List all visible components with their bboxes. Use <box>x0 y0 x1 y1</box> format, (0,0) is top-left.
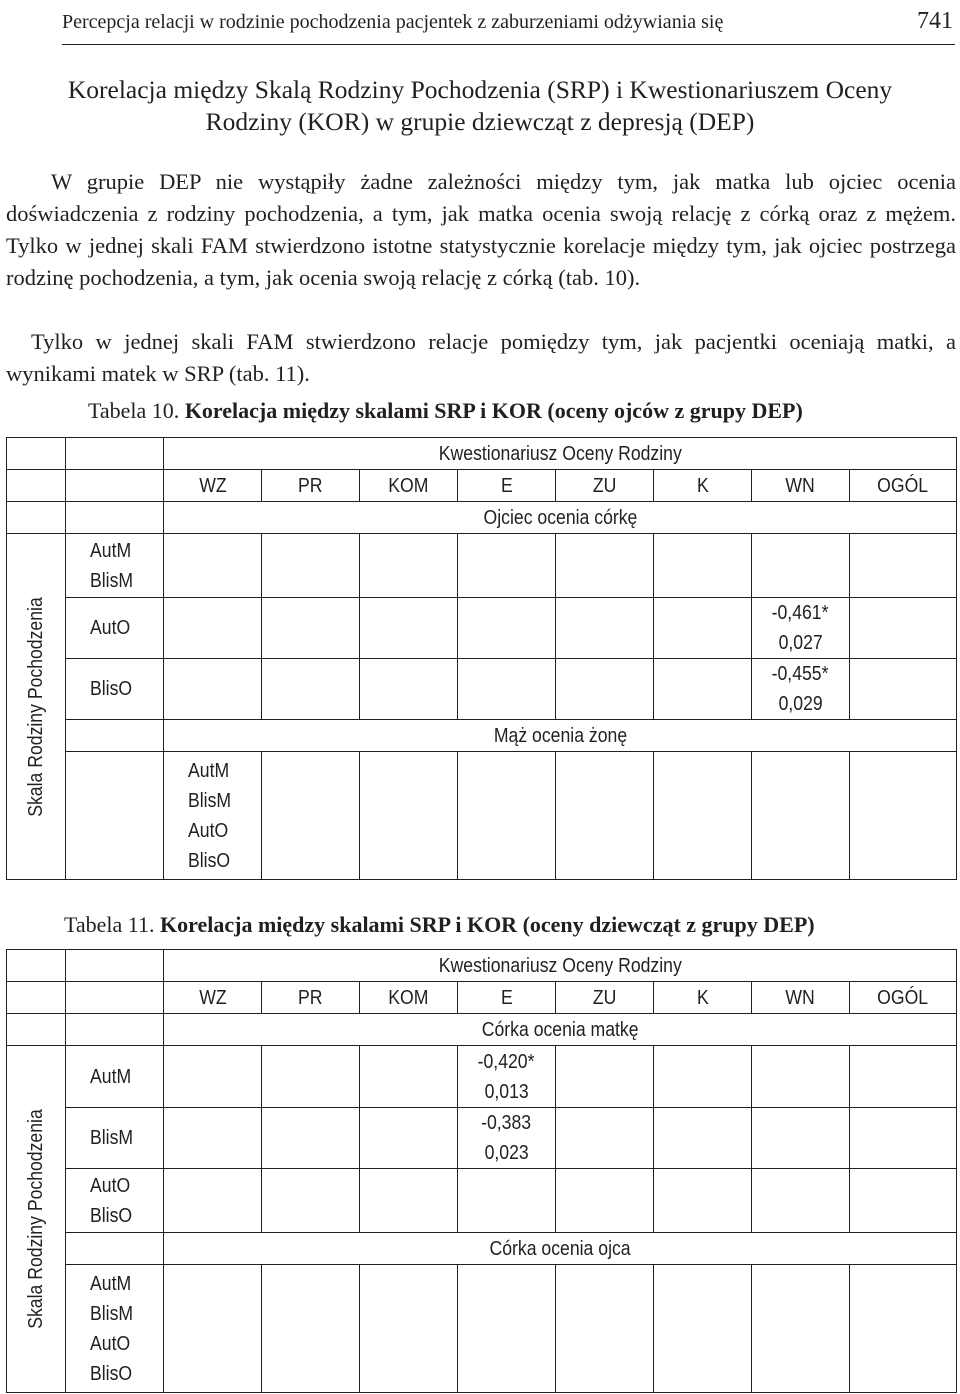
table-10-caption <box>88 398 803 424</box>
column-header: ZU <box>556 982 654 1014</box>
body-paragraph-2: Tylko w jednej skali FAM stwierdzono relacje pomiędzy tym, jak pacjentki oceniają matki, a wynikami matek w SRP (tab. 11). <box>6 329 956 386</box>
row-label: AutM <box>66 1046 164 1108</box>
table-cell <box>654 1046 752 1108</box>
table-11-blank <box>7 1014 66 1046</box>
table-cell <box>164 534 262 598</box>
row-label-group: AutM BlisM <box>66 534 164 598</box>
section-label: Córka ocenia matkę <box>164 1014 957 1046</box>
table-11-blank <box>7 982 66 1014</box>
row-label-group: AutM BlisM AutO BlisO <box>164 752 262 880</box>
section-label: Córka ocenia ojca <box>164 1233 957 1265</box>
side-label: Skala Rodziny Pochodzenia <box>7 1046 66 1393</box>
page-header <box>62 4 955 45</box>
column-header: WZ <box>164 982 262 1014</box>
table-cell <box>360 598 458 659</box>
table-cell <box>556 1046 654 1108</box>
running-title: Percepcja relacji w rodzinie pochodzenia pacjentek z zaburzeniami odżywiania się <box>62 11 724 33</box>
table-cell <box>360 1046 458 1108</box>
column-header: OGÓL <box>850 470 957 502</box>
table-11-blank <box>66 1233 164 1265</box>
table-cell <box>262 659 360 720</box>
column-header: KOM <box>360 470 458 502</box>
body-paragraph-1: W grupie DEP nie wystąpiły żadne zależności między tym, jak matka lub ojciec ocenia doświadczenia z rodziny pochodzenia, a tym, jak matka ocenia swoją relację z córką oraz z mężem. Tylko w jednej skali FAM stwierdzono istotne statystycznie korelacje między tym, jak ojciec postrzega rodzinę pochodzenia, a tym, jak ocenia swoją relację z córką (tab. 10). <box>6 169 956 290</box>
table-cell <box>752 1046 850 1108</box>
table-cell <box>458 1169 556 1233</box>
table-cell <box>262 1108 360 1169</box>
table-cell <box>850 598 957 659</box>
table-10-blank <box>66 720 164 752</box>
table-10-blank <box>66 502 164 534</box>
table-cell <box>752 1169 850 1233</box>
correlation-cell: -0,455* 0,029 <box>752 659 850 720</box>
table-cell <box>654 534 752 598</box>
table-cell <box>850 1108 957 1169</box>
table-cell <box>556 534 654 598</box>
table-cell <box>556 659 654 720</box>
column-header: WN <box>752 982 850 1014</box>
column-header: WZ <box>164 470 262 502</box>
table-11 <box>6 949 957 1393</box>
column-header: E <box>458 982 556 1014</box>
table-cell <box>752 752 850 880</box>
table-cell <box>752 1265 850 1393</box>
table-cell <box>262 752 360 880</box>
row-label-group: AutM BlisM AutO BlisO <box>66 1265 164 1393</box>
table-10-caption-title: Korelacja między skalami SRP i KOR (oceny ojców z grupy DEP) <box>184 398 803 423</box>
column-header: ZU <box>556 470 654 502</box>
table-11-blank <box>66 950 164 982</box>
table-cell <box>556 752 654 880</box>
table-cell <box>262 1265 360 1393</box>
row-label: BlisO <box>66 659 164 720</box>
table-cell <box>360 534 458 598</box>
table-10-blank <box>7 438 66 470</box>
table-cell <box>164 659 262 720</box>
table-10-blank <box>7 470 66 502</box>
table-cell <box>262 534 360 598</box>
table-10-blank <box>66 752 164 880</box>
table-cell <box>262 1046 360 1108</box>
table-11-caption <box>64 912 815 938</box>
table-cell <box>752 534 850 598</box>
column-header: PR <box>262 470 360 502</box>
column-header: KOM <box>360 982 458 1014</box>
section-title-line-1: Korelacja między Skalą Rodziny Pochodzenia (SRP) i Kwestionariuszem Oceny <box>67 75 893 104</box>
row-label-group: AutO BlisO <box>66 1169 164 1233</box>
table-cell <box>850 1046 957 1108</box>
table-cell <box>458 598 556 659</box>
table-cell <box>262 1169 360 1233</box>
table-cell <box>360 1169 458 1233</box>
table-cell <box>262 598 360 659</box>
table-cell <box>654 1108 752 1169</box>
correlation-cell: -0,383 0,023 <box>458 1108 556 1169</box>
table-cell <box>556 1108 654 1169</box>
section-label: Mąż ocenia żonę <box>164 720 957 752</box>
table-cell <box>850 659 957 720</box>
table-10 <box>6 437 957 880</box>
column-header: K <box>654 470 752 502</box>
table-cell <box>850 1265 957 1393</box>
correlation-cell: -0,420* 0,013 <box>458 1046 556 1108</box>
table-11-caption-title: Korelacja między skalami SRP i KOR (oceny dziewcząt z grupy DEP) <box>160 912 815 937</box>
table-11-blank <box>7 950 66 982</box>
table-cell <box>360 1265 458 1393</box>
table-cell <box>654 659 752 720</box>
table-10-caption-label: Tabela 10. <box>88 398 180 423</box>
table-cell <box>850 1169 957 1233</box>
table-cell <box>752 1108 850 1169</box>
column-header: WN <box>752 470 850 502</box>
table-cell <box>654 598 752 659</box>
table-cell <box>458 1265 556 1393</box>
section-title <box>0 74 960 138</box>
row-label: AutO <box>66 598 164 659</box>
table-cell <box>654 1169 752 1233</box>
section-label: Ojciec ocenia córkę <box>164 502 957 534</box>
table-cell <box>556 598 654 659</box>
column-header: OGÓL <box>850 982 957 1014</box>
table-cell <box>164 1046 262 1108</box>
table-cell <box>360 659 458 720</box>
table-cell <box>850 534 957 598</box>
table-11-questionnaire-header: Kwestionariusz Oceny Rodziny <box>164 950 957 982</box>
column-header: E <box>458 470 556 502</box>
table-cell <box>164 1169 262 1233</box>
column-header: PR <box>262 982 360 1014</box>
table-11-blank <box>66 1014 164 1046</box>
table-cell <box>654 752 752 880</box>
table-cell <box>458 659 556 720</box>
page-number: 741 <box>917 8 953 34</box>
row-label: BlisM <box>66 1108 164 1169</box>
table-cell <box>360 752 458 880</box>
table-11-blank <box>66 982 164 1014</box>
table-cell <box>164 1265 262 1393</box>
table-cell <box>164 1108 262 1169</box>
table-10-blank <box>66 438 164 470</box>
table-cell <box>458 752 556 880</box>
table-cell <box>360 1108 458 1169</box>
table-cell <box>654 1265 752 1393</box>
table-11-caption-label: Tabela 11. <box>64 912 155 937</box>
correlation-cell: -0,461* 0,027 <box>752 598 850 659</box>
table-10-questionnaire-header: Kwestionariusz Oceny Rodziny <box>164 438 957 470</box>
table-cell <box>556 1265 654 1393</box>
table-10-blank <box>7 502 66 534</box>
table-10-blank <box>66 470 164 502</box>
table-cell <box>556 1169 654 1233</box>
table-cell <box>164 598 262 659</box>
table-cell <box>458 534 556 598</box>
side-label: Skala Rodziny Pochodzenia <box>7 534 66 880</box>
table-cell <box>850 752 957 880</box>
section-title-line-2: Rodziny (KOR) w grupie dziewcząt z depresją (DEP) <box>205 107 755 136</box>
column-header: K <box>654 982 752 1014</box>
